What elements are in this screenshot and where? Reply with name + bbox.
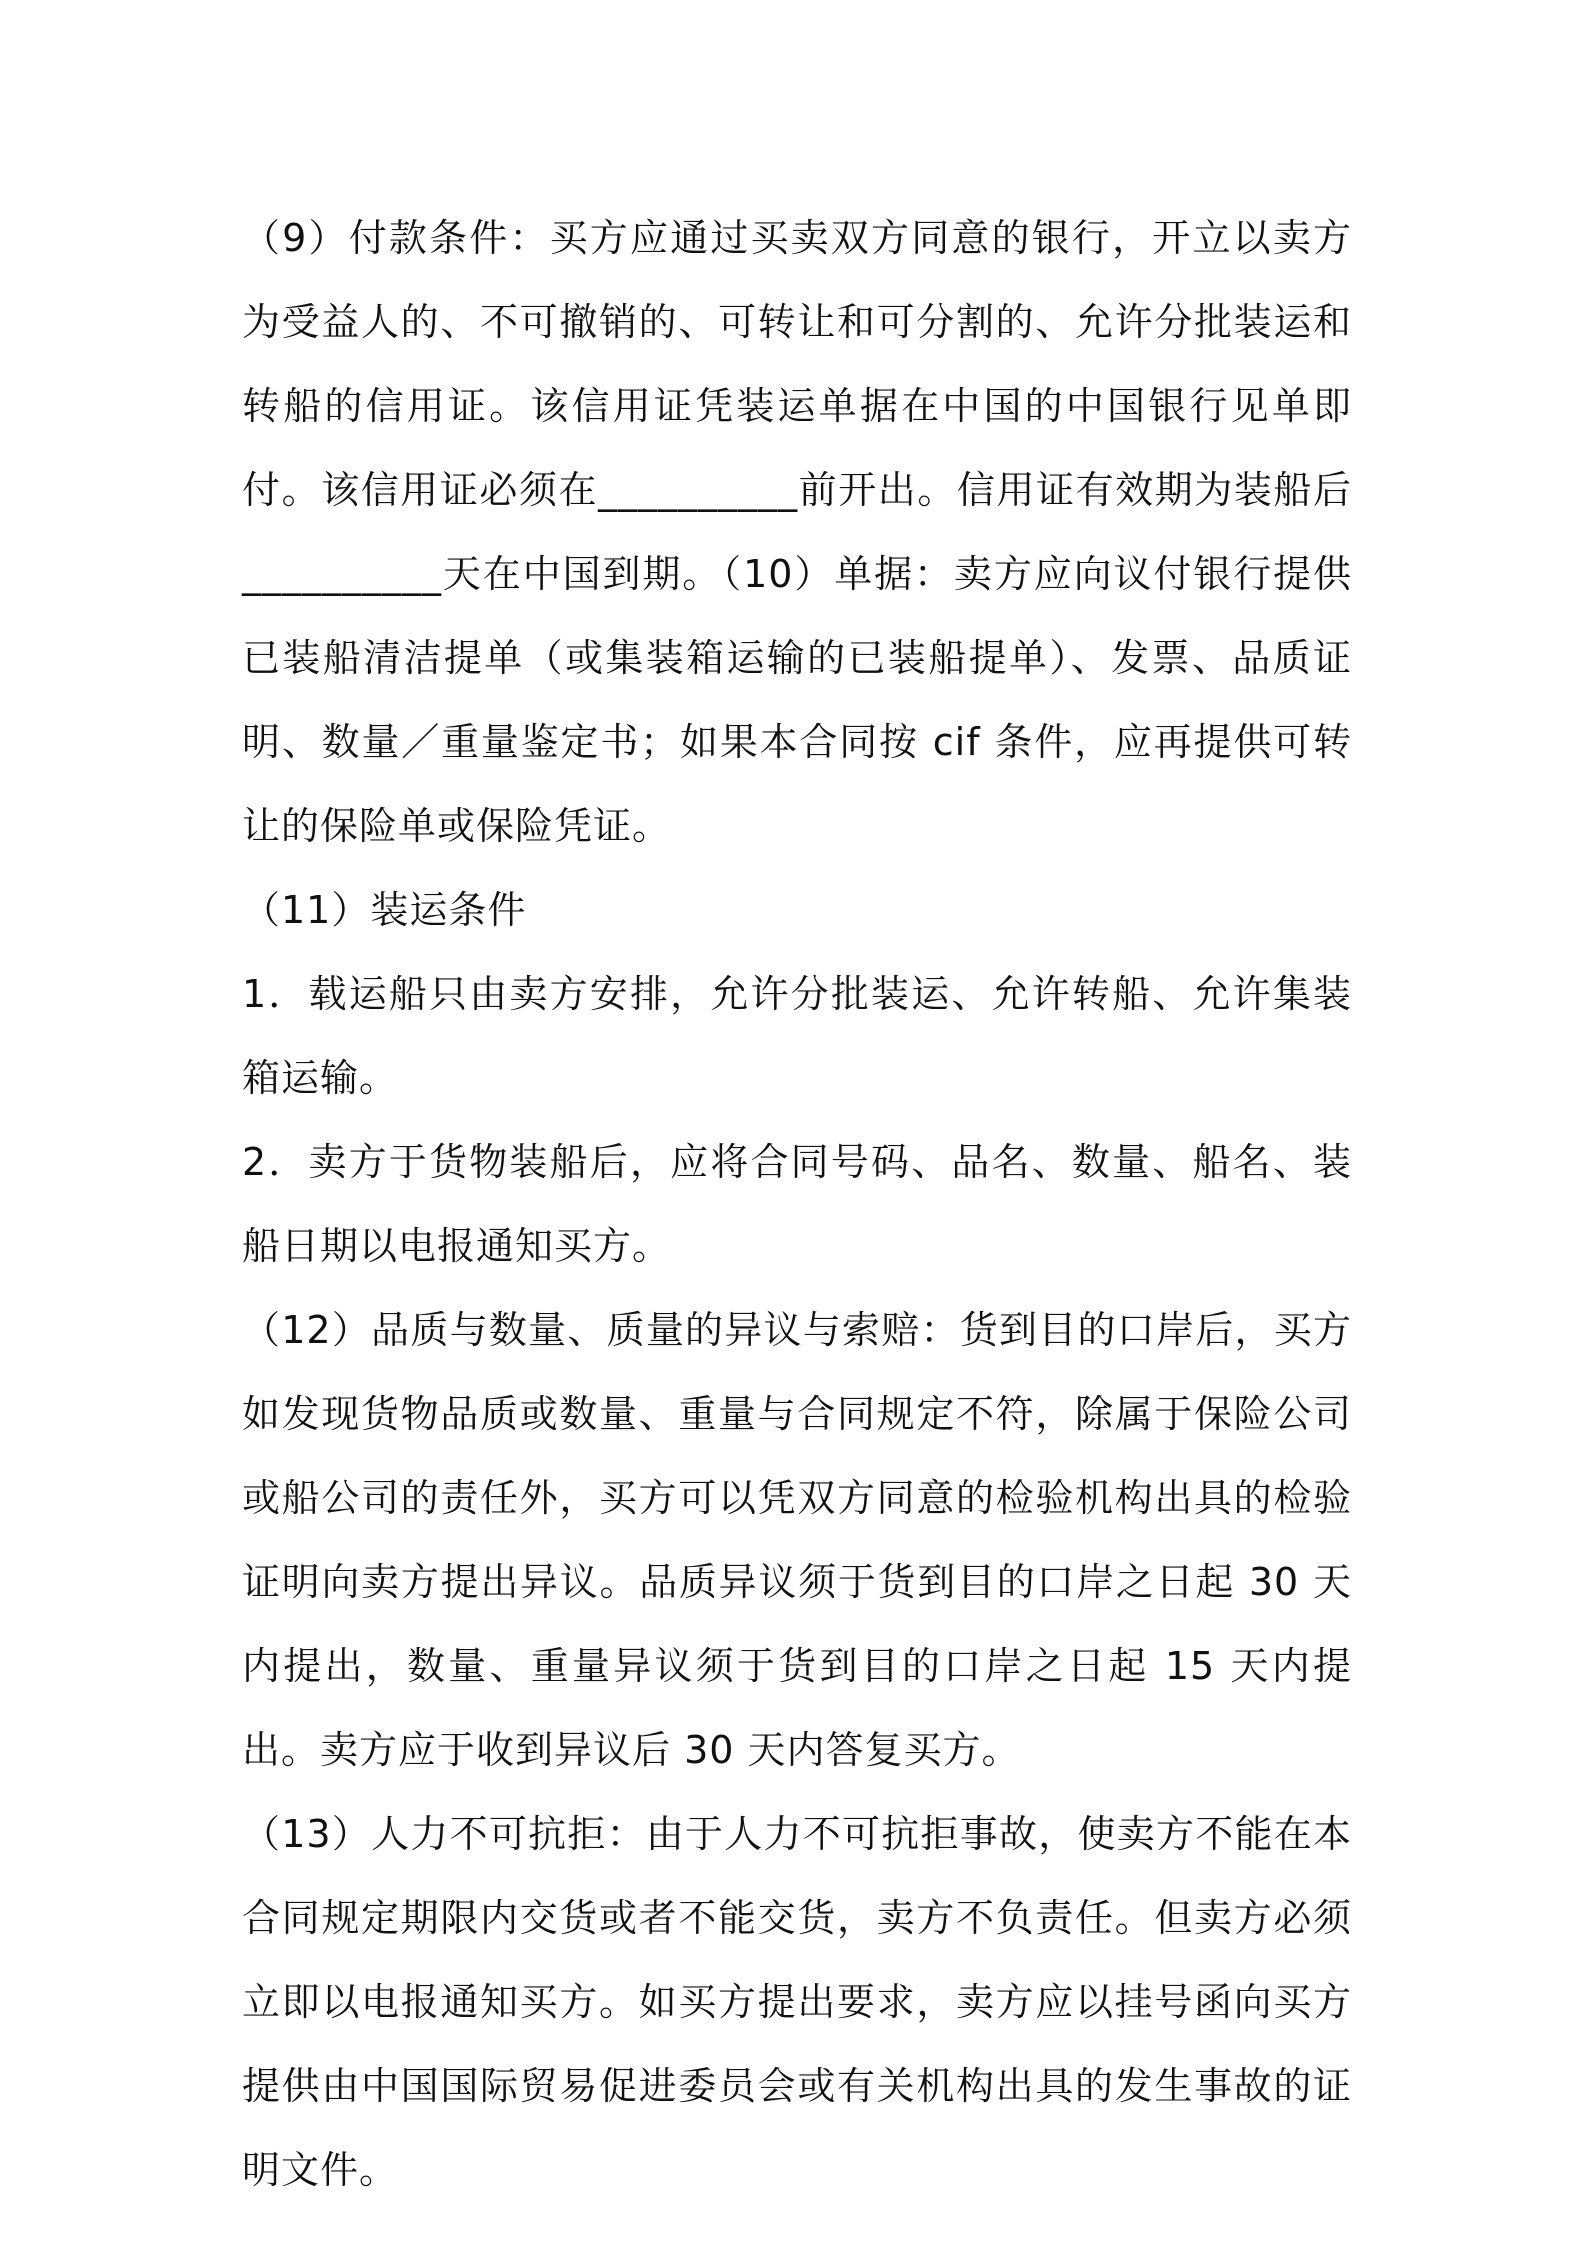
paragraph-force-majeure: （13）人力不可抗拒：由于人力不可抗拒事故，使卖方不能在本合同规定期限内交货或者不能交货，卖方不负责任。但卖方必须立即以电报通知买方。如买方提出要求，卖方应以挂号函向买方提供由中国国际贸易促进委员会或有关机构出具的发生事故的证明文件。 xyxy=(242,1812,1352,2192)
paragraph-payment-terms: （9）付款条件：买方应通过买卖双方同意的银行，开立以卖方为受益人的、不可撤销的、可转让和可分割的、允许分批装运和转船的信用证。该信用证凭装运单据在中国的中国银行见单即付。该信用证必须在__________前开出。信用证有效期为装船后__________天在中国到期。（10）单据：卖方应向议付银行提供已装船清洁提单（或集装箱运输的已装船提单）、发票、品质证明、数量／重量鉴定书；如果本合同按 cif 条件，应再提供可转让的保险单或保险凭证。 xyxy=(242,216,1352,848)
paragraph-shipping-heading: （11）装运条件 xyxy=(242,888,527,932)
paragraph-shipping-item-1: 1．载运船只由卖方安排，允许分批装运、允许转船、允许集装箱运输。 xyxy=(242,972,1352,1100)
paragraph-quality-claims: （12）品质与数量、质量的异议与索赔：货到目的口岸后，买方如发现货物品质或数量、重量与合同规定不符，除属于保险公司或船公司的责任外，买方可以凭双方同意的检验机构出具的检验证明向卖方提出异议。品质异议须于货到目的口岸之日起 30 天内提出，数量、重量异议须于货到目的口岸之日起 15 天内提出。卖方应于收到异议后 30 天内答复买方。 xyxy=(242,1308,1352,1772)
document-page xyxy=(242,196,1352,2212)
paragraph-shipping-item-2: 2．卖方于货物装船后，应将合同号码、品名、数量、船名、装船日期以电报通知买方。 xyxy=(242,1140,1352,1268)
